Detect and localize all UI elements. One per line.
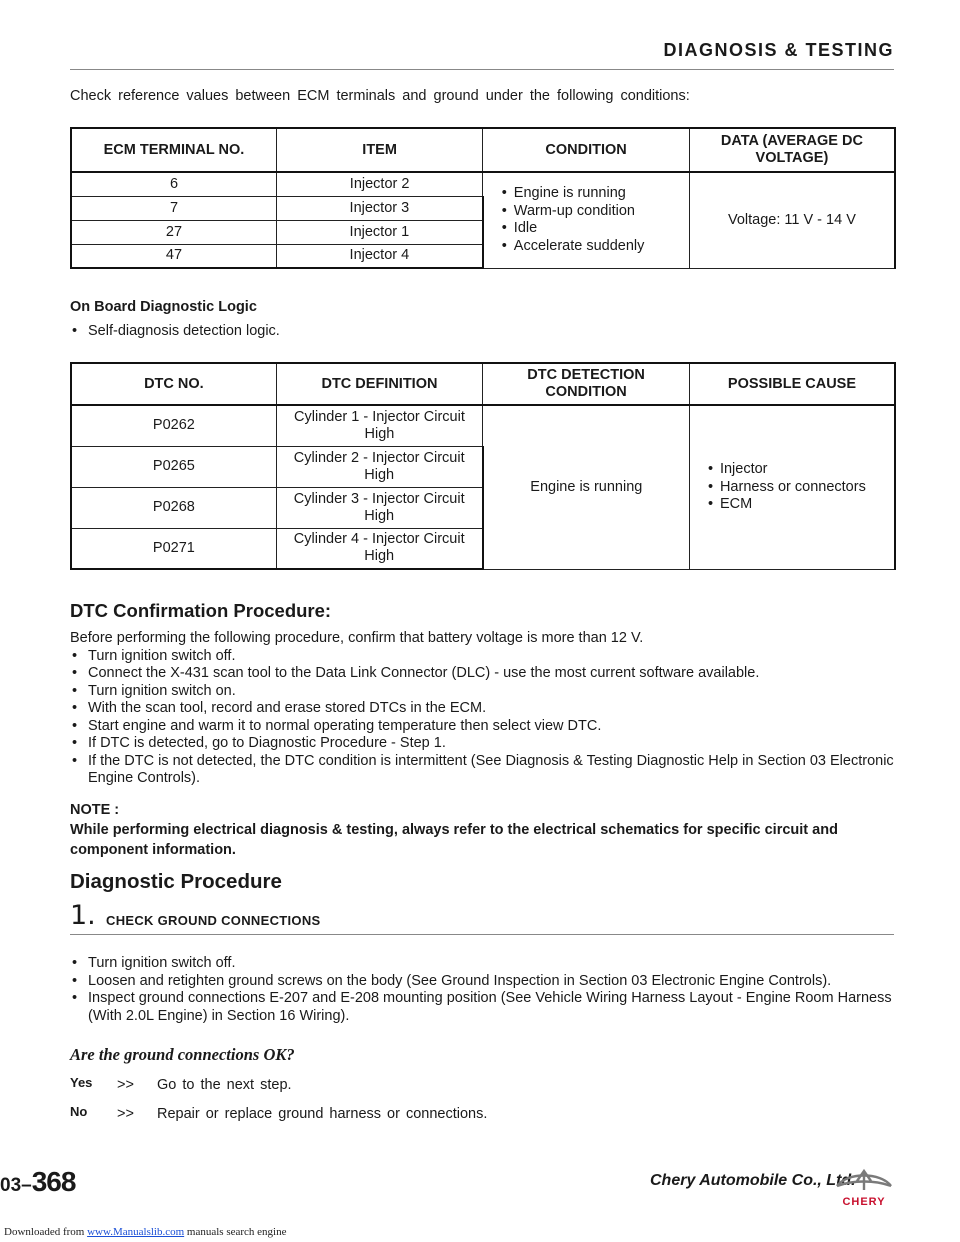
confirmation-steps <box>70 648 894 788</box>
question-text: Are the ground connections OK? <box>70 1045 295 1064</box>
terminal-cell: 47 <box>71 244 276 268</box>
manualslib-link[interactable]: www.Manualslib.com <box>87 1226 185 1238</box>
note-block <box>70 800 894 860</box>
list-item: • Idle <box>502 220 688 238</box>
table-row <box>71 405 895 446</box>
page-number-value: 368 <box>31 1166 76 1197</box>
col-header-data <box>689 128 895 172</box>
confirmation-heading: DTC Confirmation Procedure: <box>70 600 332 621</box>
condition-cell <box>483 172 690 268</box>
answer-yes-label: Yes <box>70 1075 93 1090</box>
dtc-definition-cell: Cylinder 2 - Injector Circuit High <box>276 446 482 487</box>
condition-list <box>502 185 688 255</box>
item-cell: Injector 2 <box>276 172 482 196</box>
dtc-code-cell: P0268 <box>71 487 276 528</box>
list-item: • Loosen and retighten ground screws on the body (See Ground Inspection in Section 03 Electronic Engine Controls). <box>70 973 894 991</box>
col-header-cause: POSSIBLE CAUSE <box>689 363 895 405</box>
detection-cell: Engine is running <box>483 405 690 569</box>
list-item: • Turn ignition switch on. <box>70 683 894 701</box>
data-cell: Voltage: 11 V - 14 V <box>689 172 895 268</box>
download-suffix: manuals search engine <box>184 1226 287 1238</box>
page-number <box>0 1166 75 1198</box>
col-header-dtc-no: DTC NO. <box>71 363 276 405</box>
list-item: • Start engine and warm it to normal operating temperature then select view DTC. <box>70 718 894 736</box>
intro-text: Check reference values between ECM terminals and ground under the following conditions: <box>70 88 690 104</box>
confirmation-intro: Before performing the following procedure, confirm that battery voltage is more than 12 V. <box>70 630 644 646</box>
col-header-detection <box>483 363 690 405</box>
answer-no-label: No <box>70 1104 88 1119</box>
step-header <box>70 900 894 935</box>
logo-text: CHERY <box>842 1196 886 1208</box>
ecm-terminal-table <box>70 127 896 269</box>
obd-logic-list <box>70 323 894 341</box>
answer-no-arrow: >> <box>117 1106 134 1122</box>
answer-yes-arrow: >> <box>117 1077 134 1093</box>
col-header-condition: CONDITION <box>483 128 690 172</box>
obd-logic-heading: On Board Diagnostic Logic <box>70 299 257 315</box>
dtc-definition-cell: Cylinder 4 - Injector Circuit High <box>276 528 482 569</box>
list-item: • Turn ignition switch off. <box>70 955 894 973</box>
step-items <box>70 955 894 1025</box>
cause-list <box>708 461 893 514</box>
list-item: • If the DTC is not detected, the DTC condition is intermittent (See Diagnosis & Testing Diagnostic Help in Section 03 Electronic Engine Controls). <box>70 753 894 788</box>
answer-yes-text: Go to the next step. <box>157 1077 292 1093</box>
company-name: Chery Automobile Co., Ltd. <box>650 1172 856 1189</box>
list-item: • Warm-up condition <box>502 203 688 221</box>
list-item: • If DTC is detected, go to Diagnostic Procedure - Step 1. <box>70 735 894 753</box>
list-item: • Connect the X-431 scan tool to the Data Link Connector (DLC) - use the most current software available. <box>70 665 894 683</box>
dtc-definition-cell: Cylinder 1 - Injector Circuit High <box>276 405 482 446</box>
chery-logo <box>833 1168 895 1208</box>
col-header-terminal: ECM TERMINAL NO. <box>71 128 276 172</box>
dtc-code-cell: P0271 <box>71 528 276 569</box>
list-item: • Accelerate suddenly <box>502 238 688 256</box>
terminal-cell: 6 <box>71 172 276 196</box>
answer-no-text: Repair or replace ground harness or connections. <box>157 1106 488 1122</box>
terminal-cell: 7 <box>71 196 276 220</box>
dtc-code-cell: P0265 <box>71 446 276 487</box>
item-cell: Injector 4 <box>276 244 482 268</box>
col-header-item: ITEM <box>276 128 482 172</box>
download-prefix: Downloaded from <box>4 1226 88 1238</box>
step-title: CHECK GROUND CONNECTIONS <box>106 913 321 928</box>
list-item: • ECM <box>708 496 893 514</box>
confirmation-body <box>70 630 894 788</box>
item-cell: Injector 1 <box>276 220 482 244</box>
terminal-cell: 27 <box>71 220 276 244</box>
list-item: • Turn ignition switch off. <box>70 648 894 666</box>
col-header-detection-text: DTC DETECTION CONDITION <box>527 367 645 400</box>
list-item: • Engine is running <box>502 185 688 203</box>
note-label: NOTE : <box>70 802 120 818</box>
col-header-dtc-definition: DTC DEFINITION <box>276 363 482 405</box>
dtc-definition-cell: Cylinder 3 - Injector Circuit High <box>276 487 482 528</box>
list-item: • Harness or connectors <box>708 479 893 497</box>
page-prefix: 03– <box>0 1175 32 1196</box>
list-item: • Injector <box>708 461 893 479</box>
note-text: While performing electrical diagnosis & testing, always refer to the electrical schematics for specific circuit and component information. <box>70 822 838 858</box>
list-item: • Self-diagnosis detection logic. <box>70 323 894 341</box>
step-number: 1. <box>70 900 96 931</box>
col-header-data-text: DATA (AVERAGE DC VOLTAGE) <box>720 133 863 166</box>
download-notice <box>4 1226 286 1238</box>
table-row <box>71 172 895 196</box>
diagnostic-heading: Diagnostic Procedure <box>70 870 282 893</box>
list-item: • Inspect ground connections E-207 and E-208 mounting position (See Vehicle Wiring Harness Layout - Engine Room Harness (With 2.0L Engine) in Section 16 Wiring). <box>70 990 894 1025</box>
dtc-code-cell: P0262 <box>71 405 276 446</box>
list-item: • With the scan tool, record and erase stored DTCs in the ECM. <box>70 700 894 718</box>
item-cell: Injector 3 <box>276 196 482 220</box>
dtc-table <box>70 362 896 570</box>
section-title: DIAGNOSIS & TESTING <box>70 40 894 70</box>
cause-cell <box>689 405 895 569</box>
